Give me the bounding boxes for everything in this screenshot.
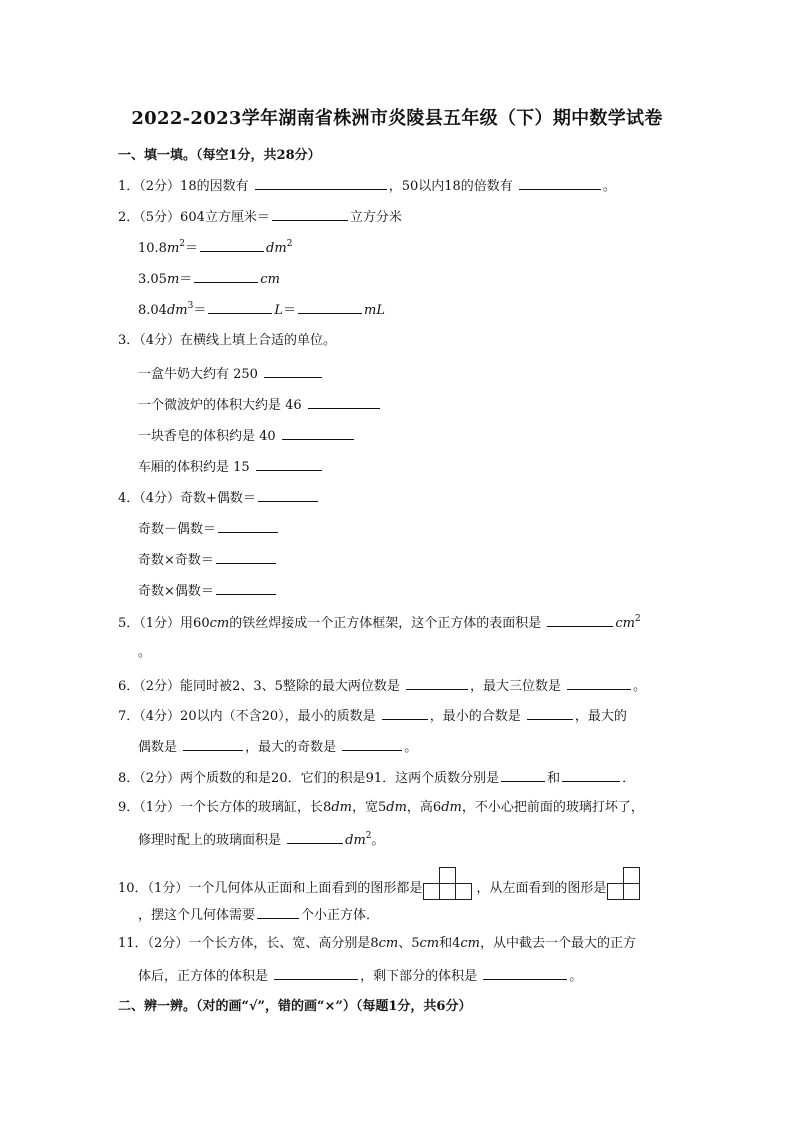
front-top-view-figure <box>423 866 475 900</box>
question-5: 5．（1分）用60cm的铁丝焊接成一个正方体框架，这个正方体的表面积是 $cm^2$ <box>118 614 641 631</box>
answer-blank[interactable] <box>298 300 362 314</box>
answer-blank[interactable] <box>308 395 380 409</box>
question-8: 8．（2分）两个质数的和是20．它们的积是91．这两个质数分别是 和 ． <box>118 768 635 788</box>
question-3-line-4: 车厢的体积约是 15 <box>138 457 324 477</box>
question-2-line-1: $10.8m^2= dm^2$ <box>138 239 293 256</box>
question-2-line-2: 3.05m＝ cm <box>138 269 280 289</box>
question-4: 4．（4分）奇数+偶数＝ <box>118 488 320 508</box>
question-3-line-2: 一个微波炉的体积大约是 46 <box>138 395 382 415</box>
answer-blank[interactable] <box>200 238 264 252</box>
question-4-line-1: 奇数－偶数＝ <box>138 519 280 539</box>
page-title: 2022-2023学年湖南省株洲市炎陵县五年级（下）期中数学试卷 <box>131 108 663 129</box>
answer-blank[interactable] <box>218 519 278 533</box>
answer-blank[interactable] <box>274 966 358 980</box>
question-11-line-2: 体后，正方体的体积是 ，剩下部分的体积是 。 <box>138 966 582 986</box>
answer-blank[interactable] <box>501 768 545 782</box>
question-10-line-2: ，摆这个几何体需要 个小正方体． <box>138 905 379 925</box>
answer-blank[interactable] <box>257 905 299 919</box>
answer-blank[interactable] <box>272 207 348 221</box>
answer-blank[interactable] <box>287 830 343 844</box>
section-1-heading: 一、填一填。（每空1分，共28分） <box>118 148 321 163</box>
answer-blank[interactable] <box>216 581 276 595</box>
answer-blank[interactable] <box>194 269 258 283</box>
question-7-line-2: 偶数是 ，最大的奇数是 。 <box>138 737 417 757</box>
question-2-line-3: $8.04dm^3= L=$ mL <box>138 301 385 318</box>
question-6: 6．（2分）能同时被2、3、5整除的最大两位数是 ，最大三位数是 。 <box>118 676 646 696</box>
answer-blank[interactable] <box>567 676 631 690</box>
answer-blank[interactable] <box>519 176 601 190</box>
answer-blank[interactable] <box>406 676 468 690</box>
answer-blank[interactable] <box>282 426 354 440</box>
question-4-line-3: 奇数×偶数＝ <box>138 581 278 601</box>
question-3-line-3: 一块香皂的体积约是 40 <box>138 426 356 446</box>
answer-blank[interactable] <box>264 364 322 378</box>
answer-blank[interactable] <box>216 550 276 564</box>
left-view-figure <box>607 866 643 900</box>
answer-blank[interactable] <box>183 737 243 751</box>
question-9: 9．（1分）一个长方体的玻璃缸，长8dm，宽5dm，高6dm，不小心把前面的玻璃打坏了， <box>118 800 644 815</box>
answer-blank[interactable] <box>483 966 567 980</box>
section-2-heading: 二、辨一辨。（对的画“√”，错的画“×”）（每题1分，共6分） <box>118 999 472 1014</box>
answer-blank[interactable] <box>547 613 613 627</box>
question-3-line-1: 一盒牛奶大约有 250 <box>138 364 324 384</box>
question-7: 7．（4分）20以内（不含20），最小的质数是 ，最小的合数是 ，最大的 <box>118 706 627 726</box>
question-10: 10．（1分）一个几何体从正面和上面看到的图形都是 ，从左面看到的图形是 <box>118 866 644 900</box>
question-11: 11．（2分）一个长方体，长、宽、高分别是8cm、5cm和4cm，从中截去一个最大的正方 <box>118 936 636 951</box>
answer-blank[interactable] <box>256 457 322 471</box>
question-3: 3．（4分）在横线上填上合适的单位。 <box>118 333 337 348</box>
answer-blank[interactable] <box>527 706 573 720</box>
question-2: 2．（5分）604立方厘米＝ 立方分米 <box>118 207 402 227</box>
question-9-line-2: 修理时配上的玻璃面积是 $dm^2$。 <box>138 831 385 848</box>
answer-blank[interactable] <box>562 768 620 782</box>
answer-blank[interactable] <box>382 706 428 720</box>
answer-blank[interactable] <box>208 300 272 314</box>
question-4-line-2: 奇数×奇数＝ <box>138 550 278 570</box>
question-5-end: 。 <box>138 645 152 660</box>
answer-blank[interactable] <box>342 737 402 751</box>
question-1: 1．（2分）18的因数有 ，50以内18的倍数有 。 <box>118 176 616 196</box>
answer-blank[interactable] <box>258 488 318 502</box>
answer-blank[interactable] <box>255 176 387 190</box>
